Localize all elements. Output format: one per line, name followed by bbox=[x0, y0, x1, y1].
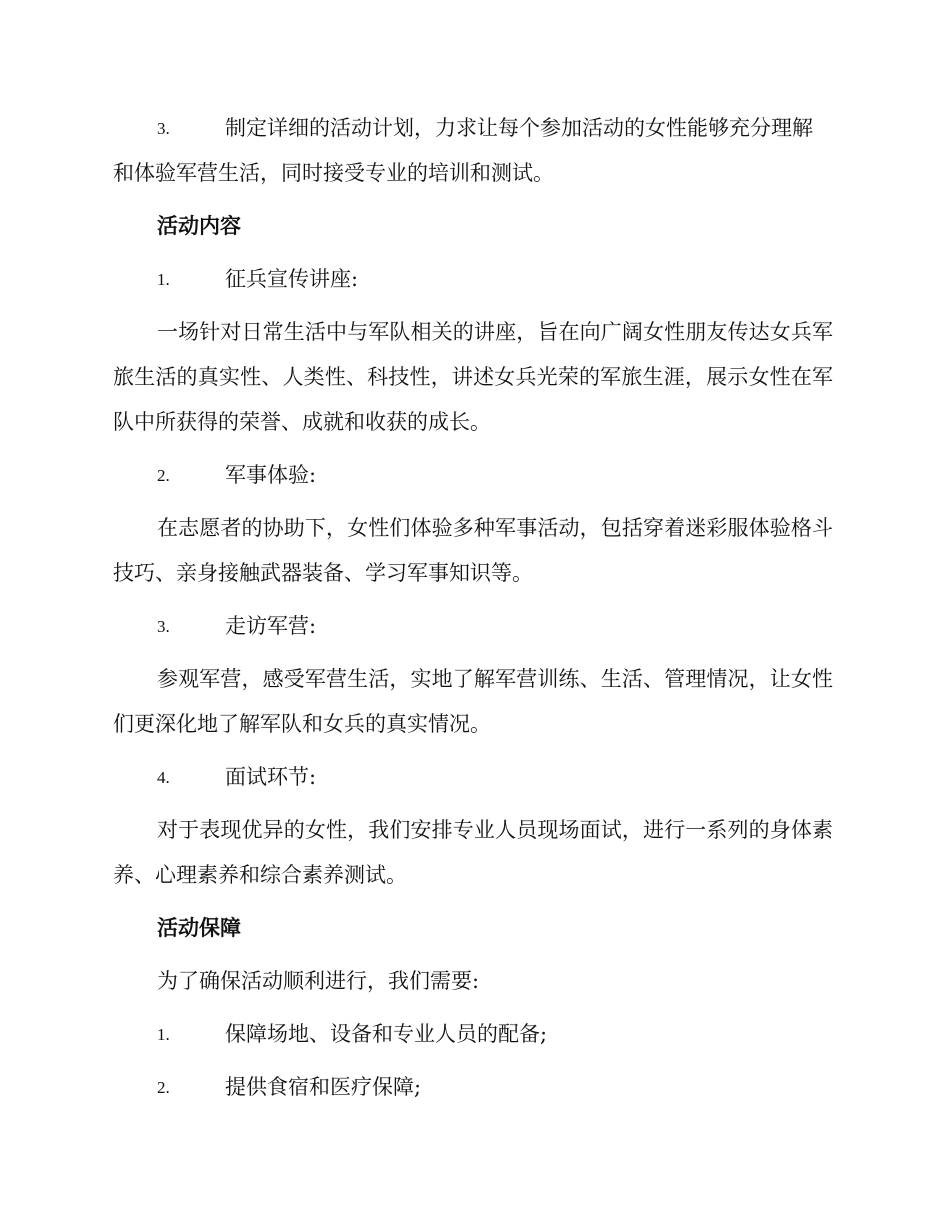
list-number: 2. bbox=[157, 466, 170, 485]
list-text: 提供食宿和医疗保障; bbox=[225, 1075, 422, 1099]
document-body bbox=[113, 106, 833, 1110]
list-title: 面试环节: bbox=[225, 765, 317, 789]
list-number: 4. bbox=[157, 768, 170, 787]
list-text: 保障场地、设备和专业人员的配备; bbox=[225, 1022, 548, 1046]
paragraph: 在志愿者的协助下，女性们体验多种军事活动，包括穿着迷彩服体验格斗技巧、亲身接触武器装备、学习军事知识等。 bbox=[113, 516, 833, 585]
list-number: 1. bbox=[157, 1025, 170, 1044]
paragraph: 参观军营，感受军营生活，实地了解军营训练、生活、管理情况，让女性们更深化地了解军队和女兵的真实情况。 bbox=[113, 667, 833, 736]
guarantee-intro: 为了确保活动顺利进行，我们需要: bbox=[157, 969, 480, 993]
list-title: 军事体验: bbox=[225, 463, 317, 487]
list-title: 征兵宣传讲座: bbox=[225, 267, 359, 291]
guarantee-list-item bbox=[113, 1065, 833, 1110]
list-text: 制定详细的活动计划，力求让每个参加活动的女性能够充分理解 bbox=[225, 116, 813, 140]
list-text-continuation: 和体验军营生活，同时接受专业的培训和测试。 bbox=[113, 161, 554, 185]
list-number: 3. bbox=[157, 119, 170, 138]
list-number: 3. bbox=[157, 617, 170, 636]
list-number: 1. bbox=[157, 270, 170, 289]
content-list-item bbox=[113, 755, 833, 800]
section-heading-guarantee: 活动保障 bbox=[157, 916, 241, 940]
list-title: 走访军营: bbox=[225, 614, 317, 638]
content-list-item bbox=[113, 453, 833, 498]
section-heading-content: 活动内容 bbox=[157, 214, 241, 238]
content-list-item bbox=[113, 604, 833, 649]
list-number: 2. bbox=[157, 1078, 170, 1097]
content-list-item bbox=[113, 257, 833, 302]
paragraph: 对于表现优异的女性，我们安排专业人员现场面试，进行一系列的身体素养、心理素养和综合素养测试。 bbox=[113, 818, 833, 887]
guarantee-list-item bbox=[113, 1012, 833, 1057]
paragraph: 一场针对日常生活中与军队相关的讲座，旨在向广阔女性朋友传达女兵军旅生活的真实性、人类性、科技性，讲述女兵光荣的军旅生涯，展示女性在军队中所获得的荣誉、成就和收获的成长。 bbox=[113, 320, 833, 434]
intro-list-item bbox=[113, 106, 833, 151]
